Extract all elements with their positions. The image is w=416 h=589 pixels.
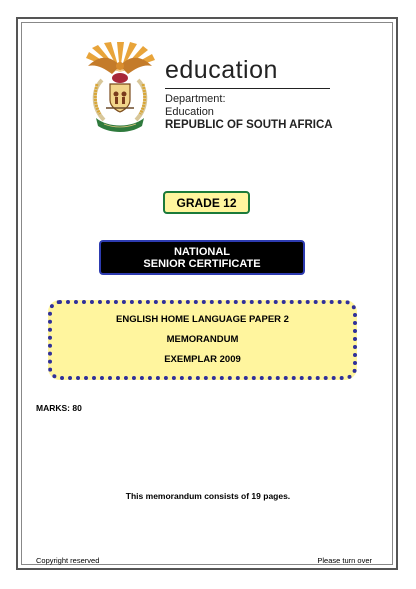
paper-type: MEMORANDUM <box>166 333 239 345</box>
paper-info-box <box>48 300 357 380</box>
turn-over-footer: Please turn over <box>317 556 372 565</box>
education-wordmark: education <box>165 56 278 84</box>
certificate-line-2: SENIOR CERTIFICATE <box>143 257 261 270</box>
copyright-footer: Copyright reserved <box>36 556 100 565</box>
country-name: REPUBLIC OF SOUTH AFRICA <box>165 119 333 131</box>
marks-total: MARKS: 80 <box>36 403 82 413</box>
certificate-banner <box>99 240 305 275</box>
paper-title: ENGLISH HOME LANGUAGE PAPER 2 <box>116 314 289 326</box>
department-name: Education <box>165 106 214 118</box>
grade-badge <box>163 191 250 214</box>
paper-edition: EXEMPLAR 2009 <box>164 353 241 365</box>
wordmark-divider <box>165 88 330 89</box>
department-label: Department: <box>165 93 226 105</box>
page-count-note: This memorandum consists of 19 pages. <box>125 491 291 501</box>
coat-of-arms-icon <box>82 42 158 134</box>
certificate-line-1: NATIONAL <box>173 245 230 258</box>
grade-label: GRADE 12 <box>176 195 237 210</box>
